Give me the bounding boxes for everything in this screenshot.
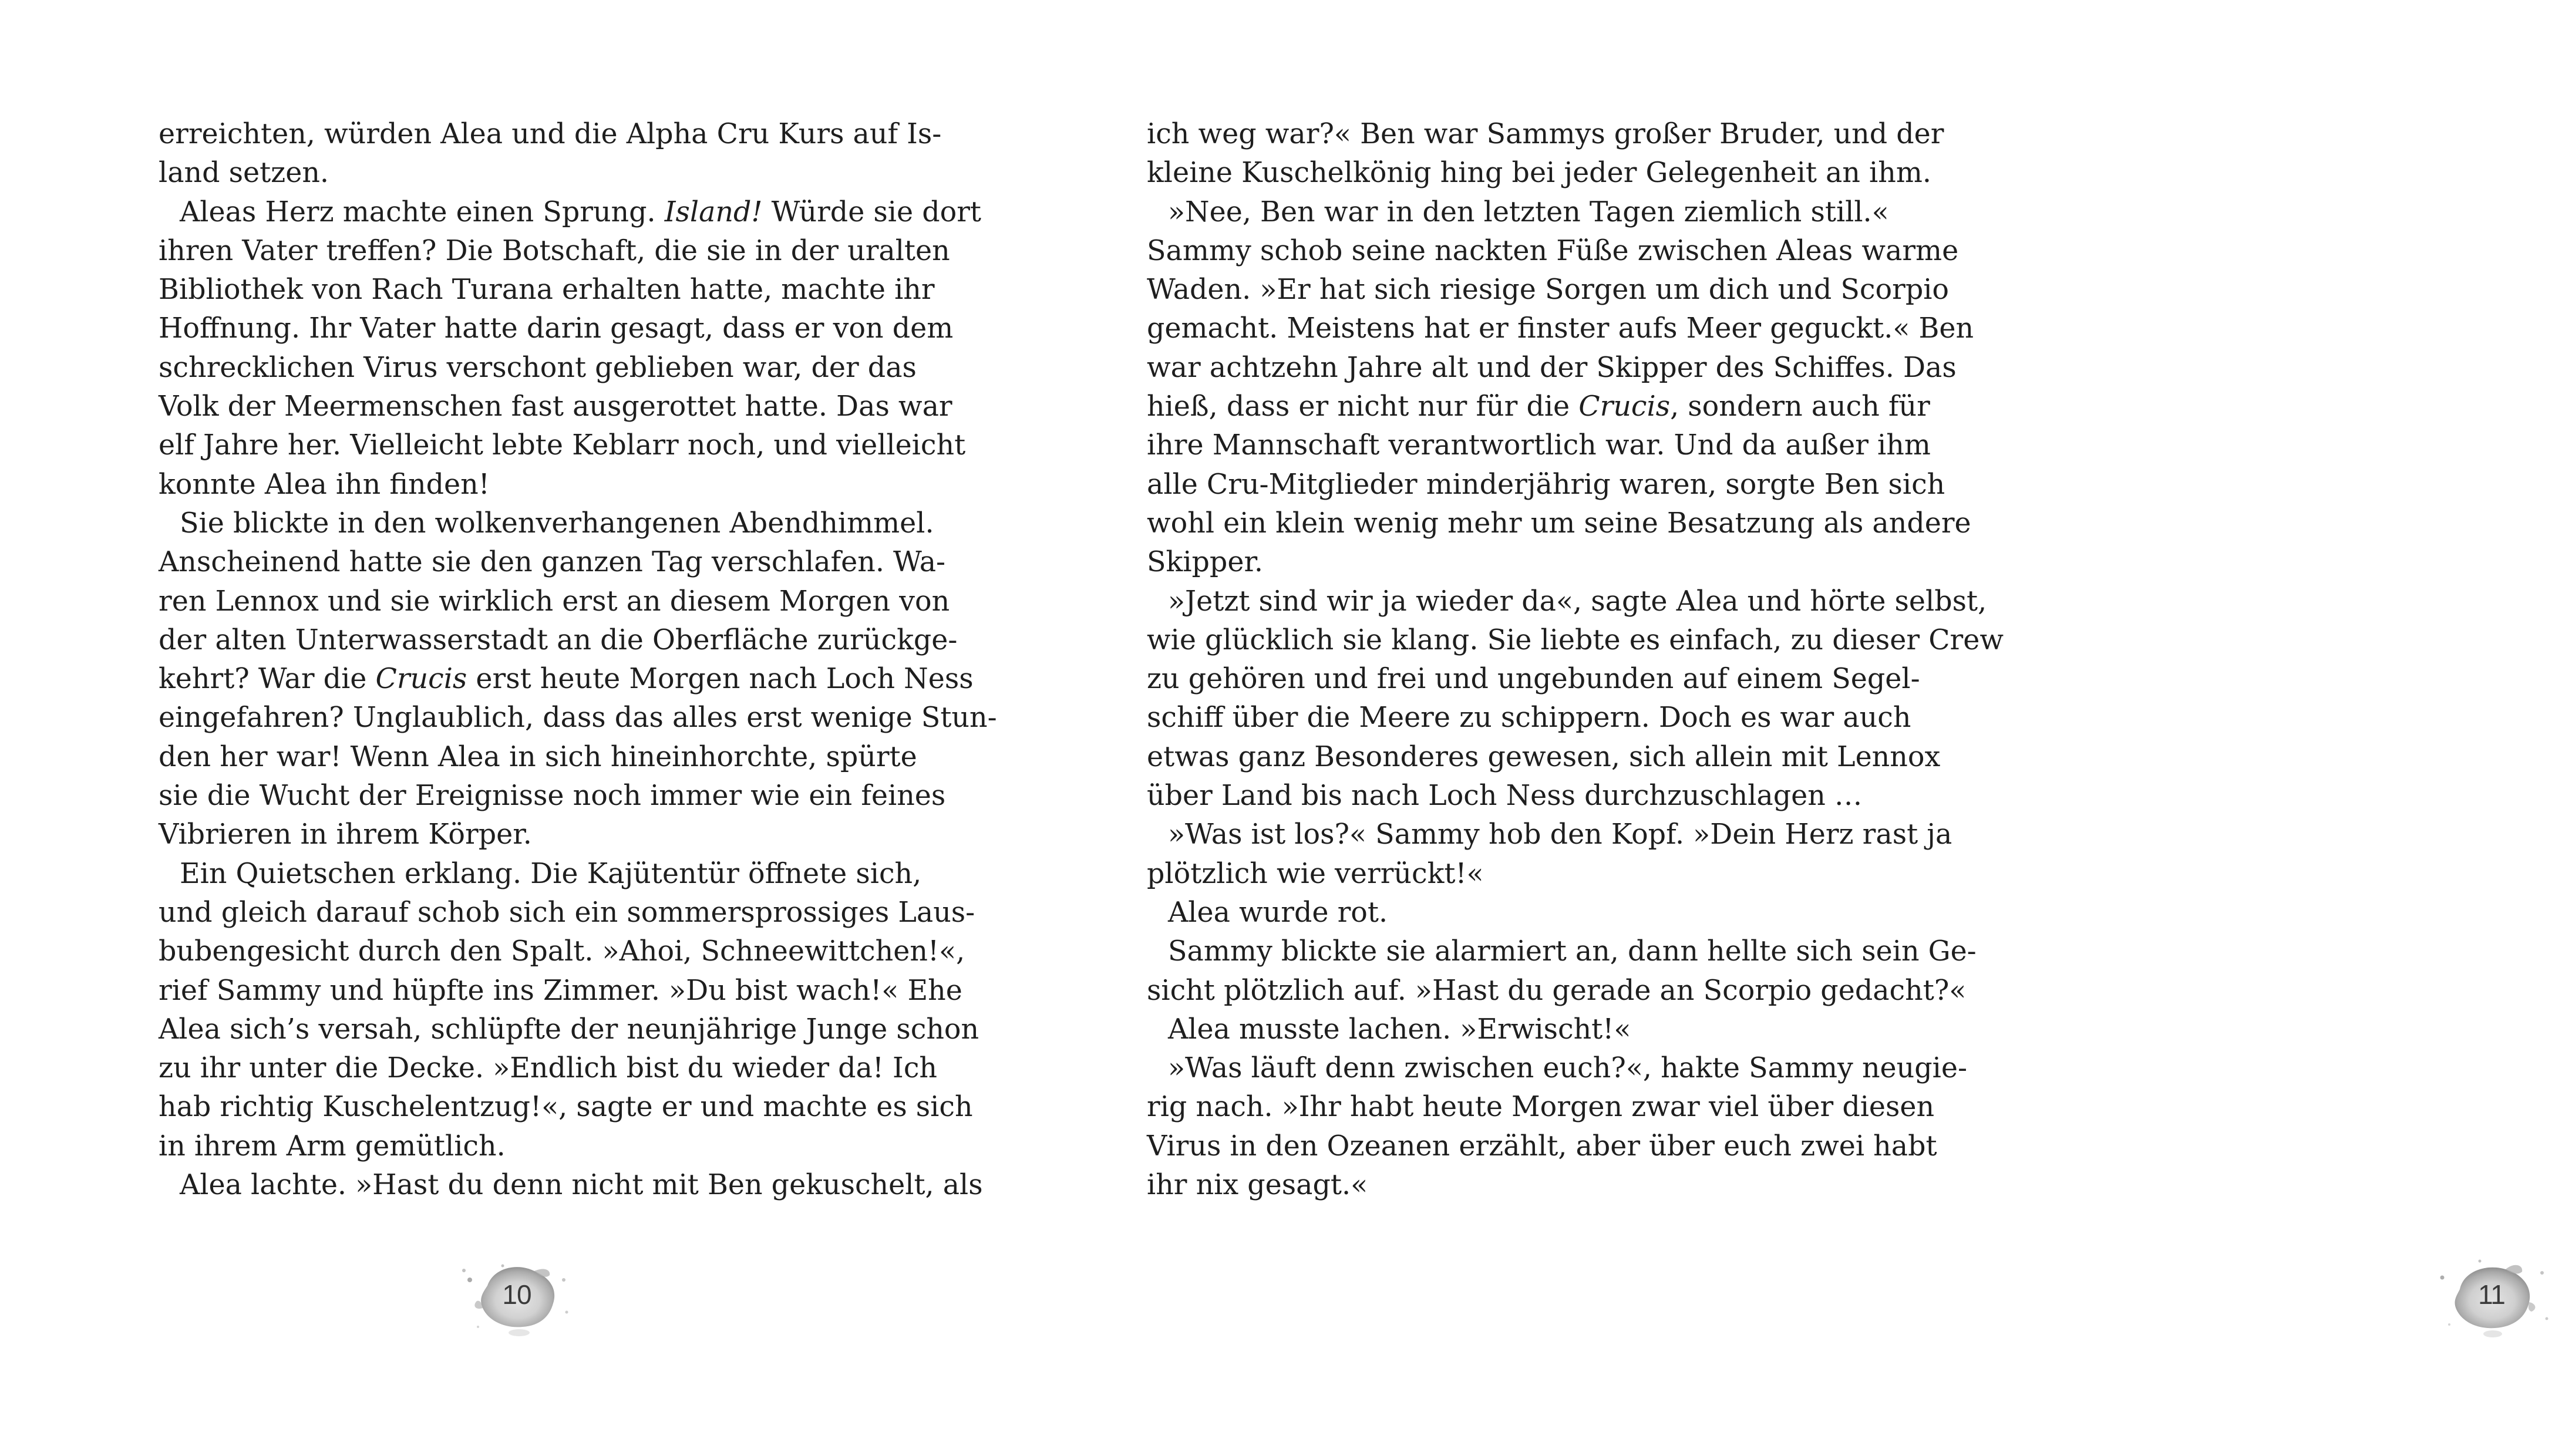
left-page-folio bbox=[446, 1245, 587, 1356]
text-segment: Würde sie dort bbox=[762, 196, 982, 228]
text-segment: kehrt? War die bbox=[159, 663, 376, 696]
text-segment: erst heute Morgen nach Loch Ness bbox=[467, 663, 974, 696]
text-line: ren Lennox und sie wirklich erst an diesem Morgen von bbox=[159, 585, 950, 618]
text-line: ihr nix gesagt.« bbox=[1147, 1169, 1368, 1202]
text-line: Sammy blickte sie alarmiert an, dann hellte sich sein Ge- bbox=[1168, 935, 1977, 968]
text-line: rig nach. »Ihr habt heute Morgen zwar viel über diesen bbox=[1147, 1091, 1935, 1124]
text-line: kleine Kuschelkönig hing bei jeder Gelegenheit an ihm. bbox=[1147, 157, 1931, 190]
text-line: Sie blickte in den wolkenverhangenen Abendhimmel. bbox=[180, 507, 934, 540]
text-line: zu gehören und frei und ungebunden auf einem Segel- bbox=[1147, 663, 1920, 696]
text-line: Waden. »Er hat sich riesige Sorgen um dich und Scorpio bbox=[1147, 274, 1950, 306]
text-line: über Land bis nach Loch Ness durchzuschlagen … bbox=[1147, 780, 1863, 813]
text-line: ihren Vater treffen? Die Botschaft, die sie in der uralten bbox=[159, 234, 950, 267]
text-line: Virus in den Ozeanen erzählt, aber über euch zwei habt bbox=[1147, 1130, 1937, 1162]
text-line: ich weg war?« Ben war Sammys großer Bruder, und der bbox=[1147, 118, 1944, 150]
text-line: und gleich darauf schob sich ein sommersprossiges Laus- bbox=[159, 896, 975, 929]
text-line: bubengesicht durch den Spalt. »Ahoi, Schneewittchen!«, bbox=[159, 935, 965, 968]
text-line: Hoffnung. Ihr Vater hatte darin gesagt, dass er von dem bbox=[159, 312, 954, 345]
text-line: konnte Alea ihn finden! bbox=[159, 468, 490, 501]
text-line: der alten Unterwasserstadt an die Oberfläche zurückge- bbox=[159, 623, 958, 656]
text-line: Skipper. bbox=[1147, 546, 1264, 579]
text-line: »Was läuft denn zwischen euch?«, hakte Sammy neugie- bbox=[1168, 1052, 1968, 1085]
text-line: den her war! Wenn Alea in sich hineinhorchte, spürte bbox=[159, 740, 917, 773]
italic-text-segment: Crucis bbox=[1578, 390, 1671, 423]
text-line: Ein Quietschen erklang. Die Kajütentür öffnete sich, bbox=[180, 857, 922, 890]
text-line: sicht plötzlich auf. »Hast du gerade an Scorpio gedacht?« bbox=[1147, 974, 1967, 1007]
text-line: sie die Wucht der Ereignisse noch immer wie ein feines bbox=[159, 780, 946, 813]
text-line bbox=[1147, 387, 1930, 426]
text-line: schiff über die Meere zu schippern. Doch es war auch bbox=[1147, 702, 1911, 734]
text-line: Alea musste lachen. »Erwischt!« bbox=[1168, 1013, 1631, 1046]
text-line: Vibrieren in ihrem Körper. bbox=[159, 818, 532, 851]
page-number-right: 11 bbox=[2478, 1279, 2505, 1310]
text-line: wie glücklich sie klang. Sie liebte es einfach, zu dieser Crew bbox=[1147, 623, 2004, 656]
text-line: »Was ist los?« Sammy hob den Kopf. »Dein Herz rast ja bbox=[1168, 818, 1952, 851]
left-page bbox=[0, 0, 1005, 1456]
italic-text-segment: Crucis bbox=[375, 663, 467, 696]
right-page bbox=[1006, 0, 2505, 1456]
text-line: elf Jahre her. Vielleicht lebte Keblarr noch, und vielleicht bbox=[159, 429, 966, 462]
right-page-folio bbox=[2421, 1245, 2562, 1356]
text-segment: Aleas Herz machte einen Sprung. bbox=[180, 196, 665, 228]
left-page-text bbox=[159, 115, 997, 1205]
text-line: etwas ganz Besonderes gewesen, sich allein mit Lennox bbox=[1147, 740, 1941, 773]
text-line: Bibliothek von Rach Turana erhalten hatte, machte ihr bbox=[159, 274, 935, 306]
text-line: Sammy schob seine nackten Füße zwischen Aleas warme bbox=[1147, 234, 1959, 267]
text-line: war achtzehn Jahre alt und der Skipper des Schiffes. Das bbox=[1147, 351, 1957, 384]
text-line: gemacht. Meistens hat er finster aufs Meer geguckt.« Ben bbox=[1147, 312, 1974, 345]
text-line: in ihrem Arm gemütlich. bbox=[159, 1130, 506, 1162]
text-line: land setzen. bbox=[159, 157, 329, 190]
italic-text-segment: Island! bbox=[664, 196, 763, 228]
text-line: eingefahren? Unglaublich, dass das alles erst wenige Stun- bbox=[159, 702, 997, 734]
text-line: hab richtig Kuschelentzug!«, sagte er und machte es sich bbox=[159, 1091, 973, 1124]
right-page-text bbox=[1147, 115, 2004, 1205]
text-line bbox=[159, 660, 974, 699]
text-line: »Nee, Ben war in den letzten Tagen ziemlich still.« bbox=[1168, 196, 1889, 228]
text-line: »Jetzt sind wir ja wieder da«, sagte Alea und hörte selbst, bbox=[1168, 585, 1987, 618]
text-segment: hieß, dass er nicht nur für die bbox=[1147, 390, 1579, 423]
text-line: ihre Mannschaft verantwortlich war. Und da außer ihm bbox=[1147, 429, 1931, 462]
text-line: wohl ein klein wenig mehr um seine Besatzung als andere bbox=[1147, 507, 1971, 540]
text-line: erreichten, würden Alea und die Alpha Cru Kurs auf Is- bbox=[159, 118, 942, 150]
text-line: schrecklichen Virus verschont geblieben war, der das bbox=[159, 351, 917, 384]
text-line: plötzlich wie verrückt!« bbox=[1147, 857, 1484, 890]
text-line bbox=[159, 193, 982, 232]
page-number-left: 10 bbox=[502, 1279, 531, 1310]
text-segment: , sondern auch für bbox=[1670, 390, 1930, 423]
text-line: Anscheinend hatte sie den ganzen Tag verschlafen. Wa- bbox=[159, 546, 946, 579]
text-line: Alea lachte. »Hast du denn nicht mit Ben gekuschelt, als bbox=[180, 1169, 983, 1202]
text-line: zu ihr unter die Decke. »Endlich bist du wieder da! Ich bbox=[159, 1052, 938, 1085]
text-line: alle Cru-Mitglieder minderjährig waren, sorgte Ben sich bbox=[1147, 468, 1945, 501]
text-line: rief Sammy und hüpfte ins Zimmer. »Du bist wach!« Ehe bbox=[159, 974, 962, 1007]
text-line: Alea wurde rot. bbox=[1168, 896, 1388, 929]
text-line: Volk der Meermenschen fast ausgerottet hatte. Das war bbox=[159, 390, 952, 423]
text-line: Alea sich’s versah, schlüpfte der neunjährige Junge schon bbox=[159, 1013, 979, 1046]
